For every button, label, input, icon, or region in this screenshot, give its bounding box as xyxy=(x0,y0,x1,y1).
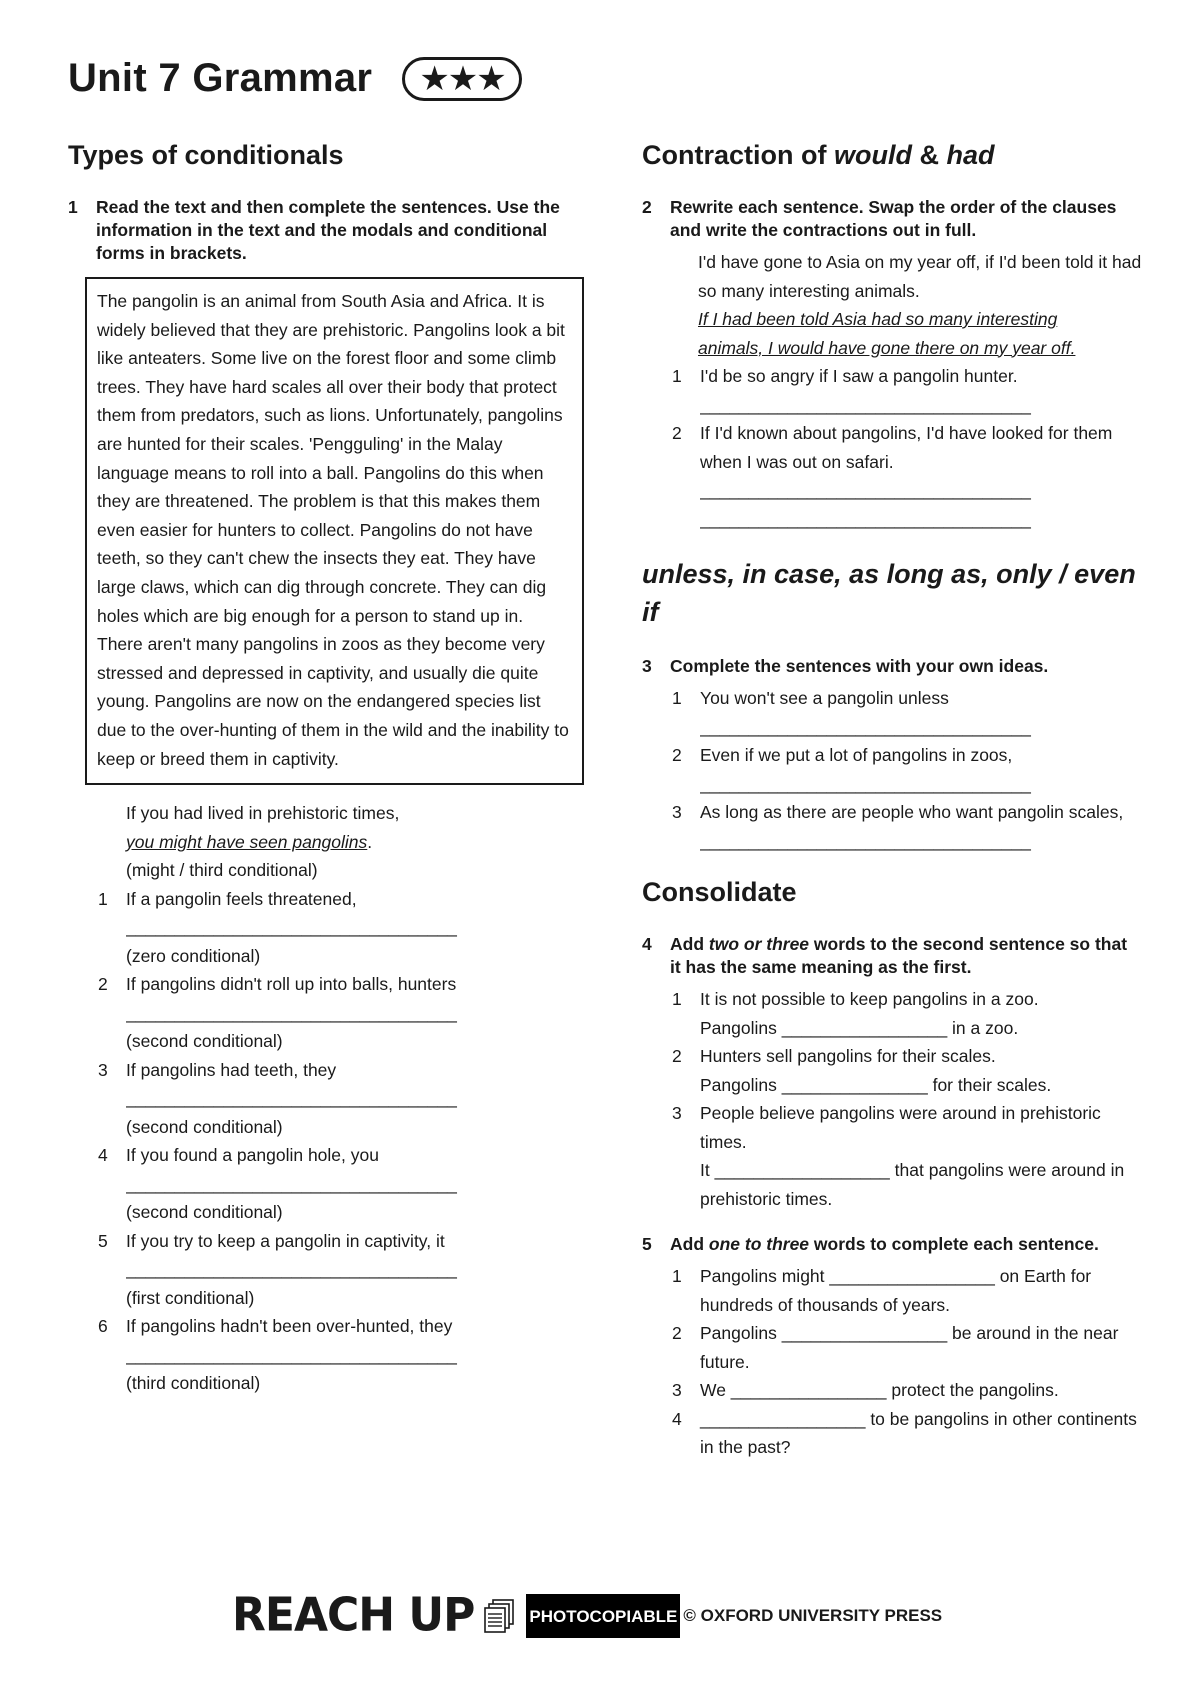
task-1-instruction: 1 Read the text and then complete the sentences. Use the information in the text and the modals and conditional forms in brackets. xyxy=(68,197,560,263)
answer-blank[interactable]: __________________________________ xyxy=(700,773,1031,794)
list-item: 2 If pangolins didn't roll up into balls, hunters __________________________________ (second conditional) xyxy=(68,970,588,1056)
list-item: 2 Hunters sell pangolins for their scales. Pangolins _______________ for their scales. xyxy=(642,1042,1142,1099)
list-item: 6 If pangolins hadn't been over-hunted, they __________________________________ (third conditional) xyxy=(68,1312,588,1398)
answer-blank[interactable]: We ________________ protect the pangolins. xyxy=(700,1380,1059,1400)
example-sentence: I'd have gone to Asia on my year off, if I'd been told it had so many interesting animals. If I had been told Asia had so many interesting animals, I would have gone there on my year off. xyxy=(642,248,1142,362)
task-3-exercises xyxy=(642,684,1142,855)
answer-blank[interactable]: __________________________________ xyxy=(700,480,1031,500)
list-item: 1 If a pangolin feels threatened, __________________________________ (zero conditional) xyxy=(68,885,588,971)
list-item: 2 Pangolins _________________ be around in the near future. xyxy=(642,1319,1142,1376)
task-2-instruction: 2 Rewrite each sentence. Swap the order of the clauses and write the contractions out in full. xyxy=(642,197,1117,240)
task-4-instruction: 4 Add two or three words to the second sentence so that it has the same meaning as the first. xyxy=(642,934,1128,977)
task-5-instruction: 5 Add one to three words to complete each sentence. xyxy=(642,1234,1099,1254)
reach-up-logo: REACH UP xyxy=(232,1588,475,1643)
answer-blank[interactable]: It __________________ that pangolins were around in prehistoric times. xyxy=(700,1160,1125,1209)
list-item: 3 If pangolins had teeth, they __________________________________ (second conditional) xyxy=(68,1056,588,1142)
photocopiable-badge: PHOTOCOPIABLE xyxy=(526,1594,680,1638)
footer xyxy=(232,1590,942,1641)
list-item: 3 We ________________ protect the pangolins. xyxy=(642,1376,1142,1405)
pangolin-passage-box: The pangolin is an animal from South Asia and Africa. It is widely believed that they are prehistoric. Pangolins look a bit like anteaters. Some live on the forest floor and some climb trees. They have hard scales all over their body that protect them from predators, such as lions. Unfortunately, pangolins are hunted for their scales. 'Pengguling' in the Malay language means to roll into a ball. Pangolins do this when they are threatened. The problem is that this makes them even easier for hunters to collect. Pangolins do not have teeth, so they can't chew the insects they eat. They have large claws, which can dig through concrete. They can dig holes which are big enough for a person to stand up in. There aren't many pangolins in zoos as they become very stressed and depressed in captivity, and usually die quite young. Pangolins are now on the endangered species list due to the over-hunting of them in the wild and the inability to keep or breed them in captivity. xyxy=(85,277,584,785)
answer-blank[interactable]: Pangolins _______________ for their scales. xyxy=(700,1074,1052,1095)
publisher-credit: © OXFORD UNIVERSITY PRESS xyxy=(683,1605,943,1625)
answer-blank[interactable]: _________________ to be pangolins in other continents in the past? xyxy=(700,1408,1137,1457)
answer-blank[interactable]: __________________________________ xyxy=(126,1002,457,1023)
section-heading-consolidate: Consolidate xyxy=(642,877,797,907)
list-item: 2 Even if we put a lot of pangolins in zoos, __________________________________ xyxy=(642,741,1142,798)
page-title: Unit 7 Grammar xyxy=(68,56,373,100)
list-item: 1 You won't see a pangolin unless __________________________________ xyxy=(642,684,1142,741)
list-item: 1 I'd be so angry if I saw a pangolin hunter. __________________________________ xyxy=(642,362,1142,419)
answer-blank[interactable]: Pangolins _________________ in a zoo. xyxy=(700,1017,1019,1038)
answer-blank[interactable]: Pangolins might _________________ on Earth for hundreds of thousands of years. xyxy=(700,1266,1092,1315)
task-2-exercises xyxy=(642,248,1142,533)
task-1-exercises xyxy=(68,799,588,1398)
list-item: 1 It is not possible to keep pangolins in a zoo. Pangolins _________________ in a zoo. xyxy=(642,985,1142,1042)
answer-blank[interactable]: Pangolins _________________ be around in the near future. xyxy=(700,1323,1119,1372)
answer-blank[interactable]: __________________________________ xyxy=(700,716,1031,737)
answer-blank[interactable]: __________________________________ xyxy=(700,394,1031,415)
list-item: 3 People believe pangolins were around in prehistoric times. It __________________ that pangolins were around in prehistoric times. xyxy=(642,1099,1142,1213)
answer-blank[interactable]: __________________________________ xyxy=(126,1344,457,1365)
list-item: 1 Pangolins might _________________ on Earth for hundreds of thousands of years. xyxy=(642,1262,1142,1319)
answer-blank[interactable]: __________________________________ xyxy=(126,1259,457,1280)
left-column xyxy=(68,138,588,1398)
section-heading-contraction: Contraction of would & had xyxy=(642,140,995,170)
answer-blank[interactable]: __________________________________ xyxy=(126,1088,457,1109)
list-item: 5 If you try to keep a pangolin in captivity, it __________________________________ (first conditional) xyxy=(68,1227,588,1313)
answer-blank[interactable]: __________________________________ xyxy=(126,1173,457,1194)
list-item: 4 _________________ to be pangolins in other continents in the past? xyxy=(642,1405,1142,1462)
answer-blank[interactable]: __________________________________ xyxy=(126,917,457,938)
title-row xyxy=(68,56,522,101)
task-5-exercises xyxy=(642,1262,1142,1462)
difficulty-stars-badge: ★★★ xyxy=(402,57,521,101)
example-answer: If I had been told Asia had so many interesting xyxy=(698,309,1058,329)
task-3-instruction: 3 Complete the sentences with your own ideas. xyxy=(642,656,1049,676)
example-answer: you might have seen pangolins xyxy=(126,831,368,852)
right-column xyxy=(642,138,1142,1462)
section-heading-unless-in-case: unless, in case, as long as, only / even if xyxy=(642,559,1136,627)
answer-blank[interactable]: __________________________________ xyxy=(700,508,1031,529)
example-sentence: If you had lived in prehistoric times, you might have seen pangolins. (might / third conditional) xyxy=(126,803,400,881)
task-4-exercises xyxy=(642,985,1142,1213)
photocopy-icon xyxy=(482,1598,516,1634)
answer-blank[interactable]: __________________________________ xyxy=(700,830,1031,851)
list-item: 2 If I'd known about pangolins, I'd have looked for them when I was out on safari. __________________________________ __________________________________ xyxy=(642,419,1142,533)
list-item: 3 As long as there are people who want pangolin scales, __________________________________ xyxy=(642,798,1142,855)
section-heading-types-of-conditionals: Types of conditionals xyxy=(68,140,344,170)
list-item: 4 If you found a pangolin hole, you __________________________________ (second conditional) xyxy=(68,1141,588,1227)
example-answer: animals, I would have gone there on my year off. xyxy=(698,337,1076,358)
